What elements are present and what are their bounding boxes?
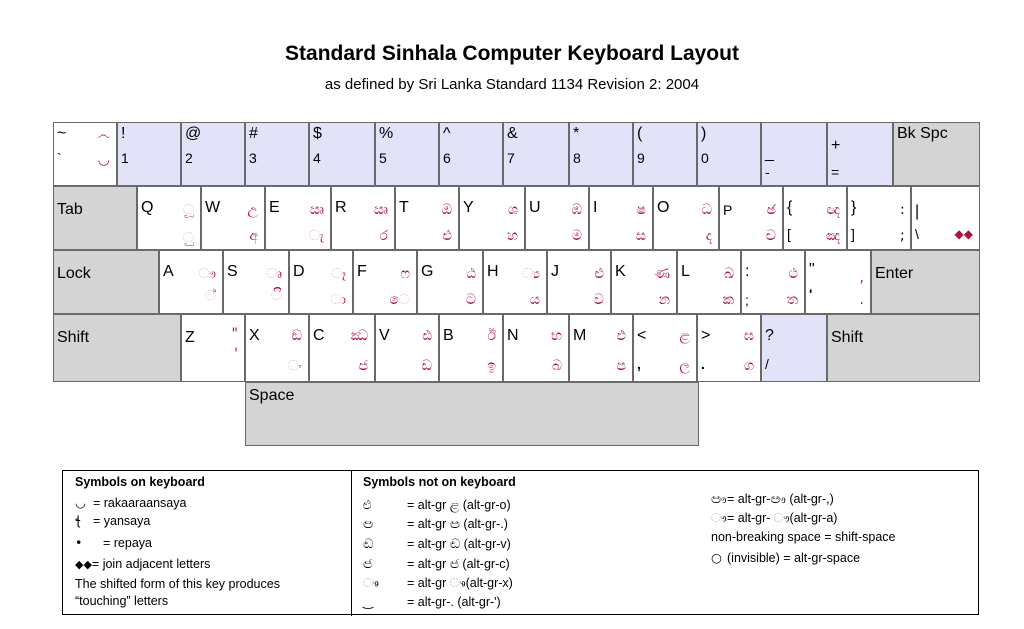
key-h[interactable]: H ්‍ය ය [483, 250, 547, 314]
key-caps-lock[interactable]: Lock [53, 250, 159, 314]
key-n[interactable]: N භ බ [503, 314, 569, 382]
key-r[interactable]: R ඍ ර [331, 186, 395, 250]
key-6[interactable]: ^ 6 [439, 122, 503, 186]
key-t[interactable]: T ඔ එ [395, 186, 459, 250]
legend-left-line: ◆◆= join adjacent letters [75, 557, 211, 571]
key-y[interactable]: Y ශ හ [459, 186, 525, 250]
key-7[interactable]: & 7 [503, 122, 569, 186]
key-comma[interactable]: < , ළ ල [633, 314, 697, 382]
key-tilde[interactable]: ~ ` ෴ ◡ [53, 122, 117, 186]
key-z[interactable]: Z " ' [181, 314, 245, 382]
key-a[interactable]: A ෟ ් [159, 250, 223, 314]
legend-right-line: ඐ= alt-gr-ඐ (alt-gr-,) [711, 491, 834, 506]
join-icon: ◆◆ [75, 559, 92, 571]
legend-left-line: “touching” letters [75, 594, 169, 608]
key-5[interactable]: % 5 [375, 122, 439, 186]
invisible-circle-icon: ○ [711, 550, 722, 565]
key-w[interactable]: W උ අ [201, 186, 265, 250]
legend-divider [351, 471, 352, 616]
key-right-shift[interactable]: Shift [827, 314, 980, 382]
key-g[interactable]: G ඨ ට [417, 250, 483, 314]
key-e[interactable]: E ඍ ැ [265, 186, 331, 250]
key-tab[interactable]: Tab [53, 186, 137, 250]
key-enter[interactable]: Enter [871, 250, 980, 314]
legend-mid-line: ‿ = alt-gr-. (alt-gr-') [363, 594, 501, 609]
key-u[interactable]: U ඹ ම [525, 186, 589, 250]
legend-mid-line: ළු = alt-gr ළ (alt-gr-o) [363, 497, 511, 512]
key-1[interactable]: ! 1 [117, 122, 181, 186]
legend-mid-line: ඦ = alt-gr ඦ (alt-gr-c) [363, 556, 510, 571]
legend-left-line: ◡ = rakaaraansaya [75, 495, 187, 510]
key-backspace[interactable]: Bk Spc [893, 122, 980, 186]
legend-mid-title: Symbols not on keyboard [363, 475, 516, 489]
join-adjacent-icon: ◆◆ [954, 227, 973, 241]
key-slash[interactable]: ? / [761, 314, 827, 382]
key-c[interactable]: C ඣ ජ [309, 314, 375, 382]
key-m[interactable]: M ඵ ප [569, 314, 633, 382]
key-equals[interactable]: + = [827, 122, 893, 186]
key-quote[interactable]: " ' , . [805, 250, 871, 314]
key-3[interactable]: # 3 [245, 122, 309, 186]
legend-left-line: ꞎ = yansaya [75, 513, 151, 528]
page-title: Standard Sinhala Computer Keyboard Layout [285, 42, 739, 65]
key-d[interactable]: D ෑ ා [289, 250, 353, 314]
key-v[interactable]: V ඪ ඩ [375, 314, 439, 382]
key-q[interactable]: Q ූ ු [137, 186, 201, 250]
key-l[interactable]: L ඛ ක [677, 250, 741, 314]
key-b[interactable]: B ඊ ඉ [439, 314, 503, 382]
key-o[interactable]: O ධ ද [653, 186, 719, 250]
legend-mid-line: ෳ = alt-gr ෳ(alt-gr-x) [363, 575, 513, 590]
key-minus[interactable]: _ - [761, 122, 827, 186]
page-subtitle: as defined by Sri Lanka Standard 1134 Revision 2: 2004 [324, 76, 700, 93]
key-4[interactable]: $ 4 [309, 122, 375, 186]
key-period[interactable]: > . ඝ ග [697, 314, 761, 382]
key-2[interactable]: @ 2 [181, 122, 245, 186]
legend-left-title: Symbols on keyboard [75, 475, 205, 489]
key-right-brace[interactable]: } ] [847, 186, 911, 250]
key-0[interactable]: ) 0 [697, 122, 761, 186]
key-j[interactable]: J ළු ව [547, 250, 611, 314]
legend-right-line: ෟ= alt-gr- ෟ(alt-gr-a) [711, 510, 838, 525]
key-9[interactable]: ( 9 [633, 122, 697, 186]
legend-right-line: non-breaking space = shift-space [711, 530, 896, 544]
legend-left-line: • = repaya [75, 535, 152, 550]
legend-left-line: The shifted form of this key produces [75, 577, 280, 591]
key-f[interactable]: F ෆ ෙ [353, 250, 417, 314]
key-semicolon[interactable]: : ; ථ ත [741, 250, 805, 314]
repaya-icon: • [75, 535, 83, 550]
key-8[interactable]: * 8 [569, 122, 633, 186]
key-space[interactable]: Space [245, 382, 699, 446]
key-left-shift[interactable]: Shift [53, 314, 181, 382]
key-s[interactable]: S ෘ ි [223, 250, 289, 314]
key-left-brace[interactable]: { [ ඥ ඤ [783, 186, 847, 250]
legend-mid-line: ඏ = alt-gr ඏ (alt-gr-.) [363, 516, 508, 531]
legend-box [62, 470, 979, 615]
key-backslash[interactable]: | \ : ; ◆◆ [911, 186, 980, 250]
key-k[interactable]: K ණ න [611, 250, 677, 314]
key-p[interactable]: P ඡ ච [719, 186, 783, 250]
key-x[interactable]: X ඞ ං [245, 314, 309, 382]
legend-right-line: ○ (invisible) = alt-gr-space [711, 550, 861, 565]
legend-mid-line: ඬ = alt-gr ඬ (alt-gr-v) [363, 536, 511, 551]
key-i[interactable]: I ෂ ස [589, 186, 653, 250]
